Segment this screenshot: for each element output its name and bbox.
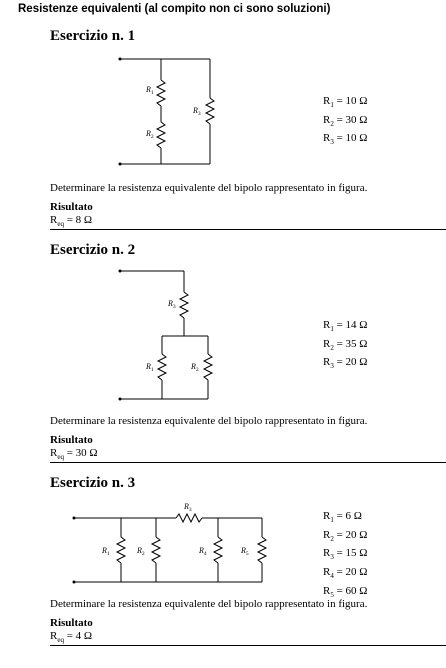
resistor-label: $R_2$ — [191, 362, 199, 373]
exercise-title: Esercizio n. 3 — [50, 475, 136, 491]
value-line: $R_5 = 60$ Ω — [323, 584, 368, 599]
resistor-label: $R_1$ — [146, 85, 154, 96]
value-line: $R_2 = 20$ Ω — [323, 528, 368, 543]
result-label: Risultato — [50, 617, 93, 629]
page-title: Resistenze equivalenti (al compito non ci sono soluzioni) — [18, 3, 331, 15]
resistor-label: $R_3$ — [184, 502, 192, 513]
result-value: $R_{eq} = 30$ Ω — [50, 447, 98, 462]
result-value: $R_{eq} = 8$ Ω — [50, 214, 93, 229]
resistor-label: $R_3$ — [193, 106, 201, 117]
exercise-title: Esercizio n. 2 — [50, 242, 136, 258]
resistor-label: $R_2$ — [146, 129, 154, 140]
value-line: $R_1 = 10$ Ω — [323, 95, 368, 110]
problem-text: Determinare la resistenza equivalente del bipolo rappresentato in figura. — [50, 598, 368, 610]
result-label: Risultato — [50, 201, 93, 213]
divider — [50, 462, 446, 463]
problem-text: Determinare la resistenza equivalente del bipolo rappresentato in figura. — [50, 415, 368, 427]
resistor-label: $R_5$ — [241, 546, 249, 557]
value-line: $R_2 = 30$ Ω — [323, 113, 368, 128]
value-line: $R_2 = 35$ Ω — [323, 337, 368, 352]
circuit-diagram-1 — [110, 50, 220, 170]
circuit-diagram-3 — [66, 498, 276, 588]
divider — [50, 645, 446, 646]
values-list — [323, 94, 367, 150]
value-line: $R_4 = 20$ Ω — [323, 566, 368, 581]
value-line: $R_3 = 10$ Ω — [323, 132, 368, 147]
value-line: $R_1 = 14$ Ω — [323, 319, 368, 334]
value-line: $R_3 = 15$ Ω — [323, 547, 368, 562]
values-list — [323, 318, 367, 374]
circuit-diagram-2 — [110, 262, 220, 407]
exercise-title: Esercizio n. 1 — [50, 28, 136, 44]
resistor-label: $R_2$ — [137, 546, 145, 557]
divider — [50, 229, 446, 230]
problem-text: Determinare la resistenza equivalente del bipolo rappresentato in figura. — [50, 182, 368, 194]
resistor-label: $R_4$ — [199, 546, 207, 557]
value-line: $R_1 = 6$ Ω — [323, 510, 362, 525]
value-line: $R_3 = 20$ Ω — [323, 356, 368, 371]
resistor-label: $R_3$ — [168, 299, 176, 310]
values-list — [323, 509, 367, 602]
resistor-label: $R_1$ — [102, 546, 110, 557]
result-value: $R_{eq} = 4$ Ω — [50, 630, 93, 645]
resistor-label: $R_1$ — [146, 362, 154, 373]
result-label: Risultato — [50, 434, 93, 446]
